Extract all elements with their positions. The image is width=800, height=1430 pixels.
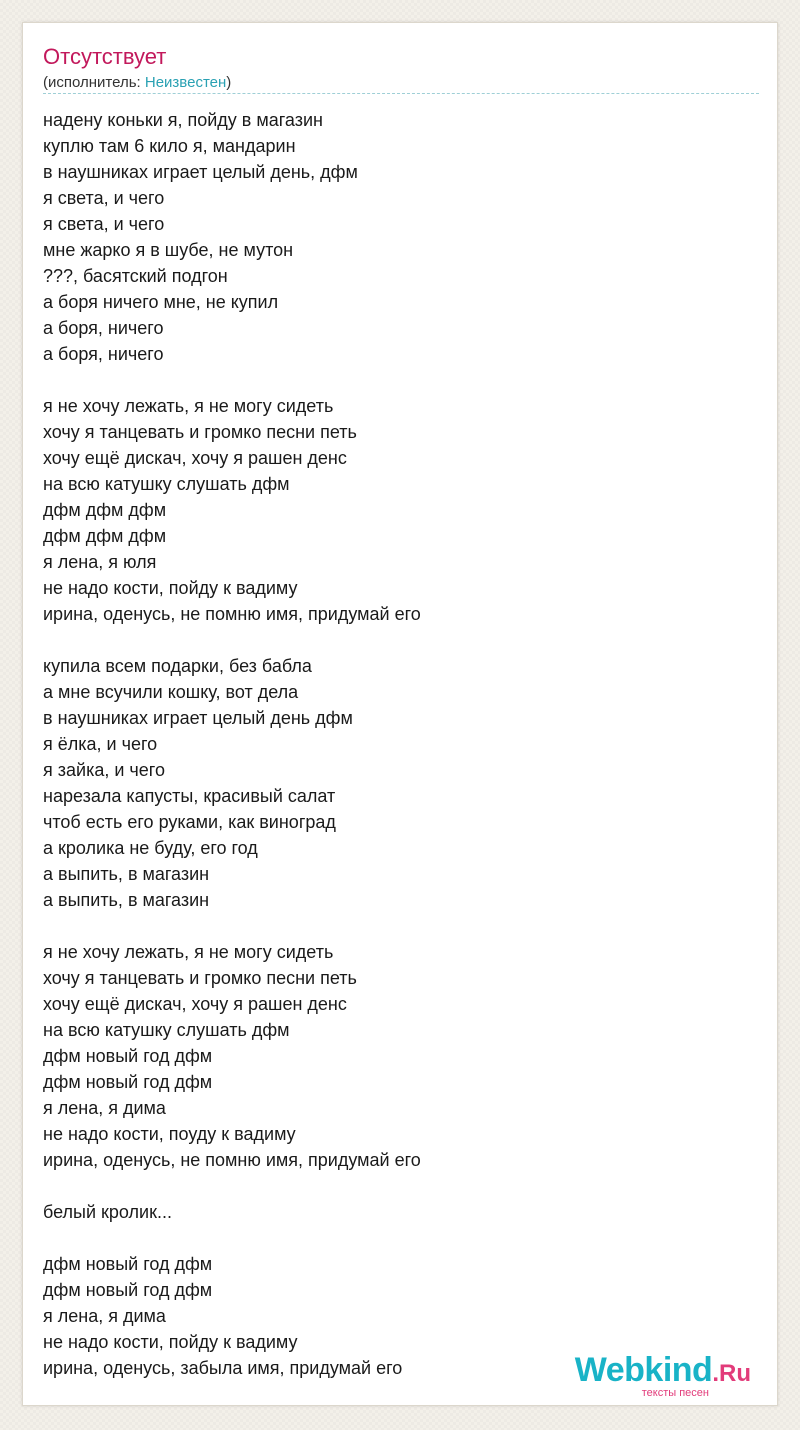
lyrics-stanza: [43, 107, 759, 367]
lyrics-stanza: [43, 393, 759, 627]
song-title: Отсутствует: [43, 44, 167, 69]
lyric-line: куплю там 6 кило я, мандарин: [43, 136, 296, 156]
lyric-line: а мне всучили кошку, вот дела: [43, 682, 299, 702]
lyric-line: нарезала капусты, красивый салат: [43, 786, 336, 806]
lyric-line: не надо кости, поуду к вадиму: [43, 1124, 296, 1144]
lyric-line: я не хочу лежать, я не могу сидеть: [43, 396, 334, 416]
lyric-line: на всю катушку слушать дфм: [43, 1020, 290, 1040]
lyric-line: хочу ещё дискач, хочу я рашен денс: [43, 448, 347, 468]
lyric-line: надену коньки я, пойду в магазин: [43, 110, 323, 130]
lyric-line: мне жарко я в шубе, не мутон: [43, 240, 294, 260]
lyric-line: дфм новый год дфм: [43, 1046, 213, 1066]
lyric-line: хочу я танцевать и громко песни петь: [43, 422, 357, 442]
lyric-line: белый кролик...: [43, 1202, 172, 1222]
lyric-line: не надо кости, пойду к вадиму: [43, 1332, 298, 1352]
lyric-line: я света, и чего: [43, 188, 165, 208]
lyric-line: ирина, оденусь, не помню имя, придумай его: [43, 604, 421, 624]
logo-wordmark: [575, 1352, 751, 1392]
lyric-line: а выпить, в магазин: [43, 864, 210, 884]
lyric-line: я зайка, и чего: [43, 760, 165, 780]
lyric-line: дфм дфм дфм: [43, 500, 167, 520]
lyric-line: в наушниках играет целый день, дфм: [43, 162, 358, 182]
lyrics-card: [22, 22, 778, 1406]
lyric-line: я не хочу лежать, я не могу сидеть: [43, 942, 334, 962]
lyric-line: хочу я танцевать и громко песни петь: [43, 968, 357, 988]
artist-prefix: (исполнитель:: [43, 74, 145, 91]
lyric-line: а боря, ничего: [43, 344, 164, 364]
logo-tld: .Ru: [712, 1360, 751, 1387]
lyric-line: я лена, я дима: [43, 1098, 166, 1118]
lyric-line: дфм новый год дфм: [43, 1280, 213, 1300]
lyric-line: купила всем подарки, без бабла: [43, 656, 312, 676]
lyric-line: дфм новый год дфм: [43, 1254, 213, 1274]
artist-line: [43, 73, 231, 93]
lyric-line: я света, и чего: [43, 214, 165, 234]
lyric-line: а кролика не буду, его год: [43, 838, 258, 858]
artist-suffix: ): [226, 74, 232, 91]
lyric-line: а боря, ничего: [43, 318, 164, 338]
lyric-line: дфм новый год дфм: [43, 1072, 213, 1092]
lyric-line: я лена, я дима: [43, 1306, 166, 1326]
artist-link[interactable]: Неизвестен: [144, 74, 227, 91]
lyric-line: а выпить, в магазин: [43, 890, 210, 910]
lyric-line: я лена, я юля: [43, 552, 157, 572]
title-divider: [43, 93, 759, 94]
lyric-line: я ёлка, и чего: [43, 734, 158, 754]
webkind-logo[interactable]: [575, 1352, 751, 1399]
lyric-line: чтоб есть его руками, как виноград: [43, 812, 336, 832]
lyric-line: дфм дфм дфм: [43, 526, 167, 546]
lyric-line: ирина, оденусь, не помню имя, придумай его: [43, 1150, 421, 1170]
lyric-line: в наушниках играет целый день дфм: [43, 708, 353, 728]
lyric-line: а боря ничего мне, не купил: [43, 292, 279, 312]
lyrics-stanza: [43, 653, 759, 913]
lyrics-stanza: [43, 1199, 759, 1225]
lyric-line: не надо кости, пойду к вадиму: [43, 578, 298, 598]
lyric-line: ирина, оденусь, забыла имя, придумай его: [43, 1358, 403, 1378]
logo-tagline: тексты песен: [641, 1387, 709, 1399]
lyric-line: на всю катушку слушать дфм: [43, 474, 290, 494]
lyrics-text: [43, 107, 759, 1407]
logo-name: Webkind: [574, 1351, 713, 1389]
lyric-line: хочу ещё дискач, хочу я рашен денс: [43, 994, 347, 1014]
lyric-line: ???, басятский подгон: [43, 266, 228, 286]
lyrics-stanza: [43, 939, 759, 1173]
